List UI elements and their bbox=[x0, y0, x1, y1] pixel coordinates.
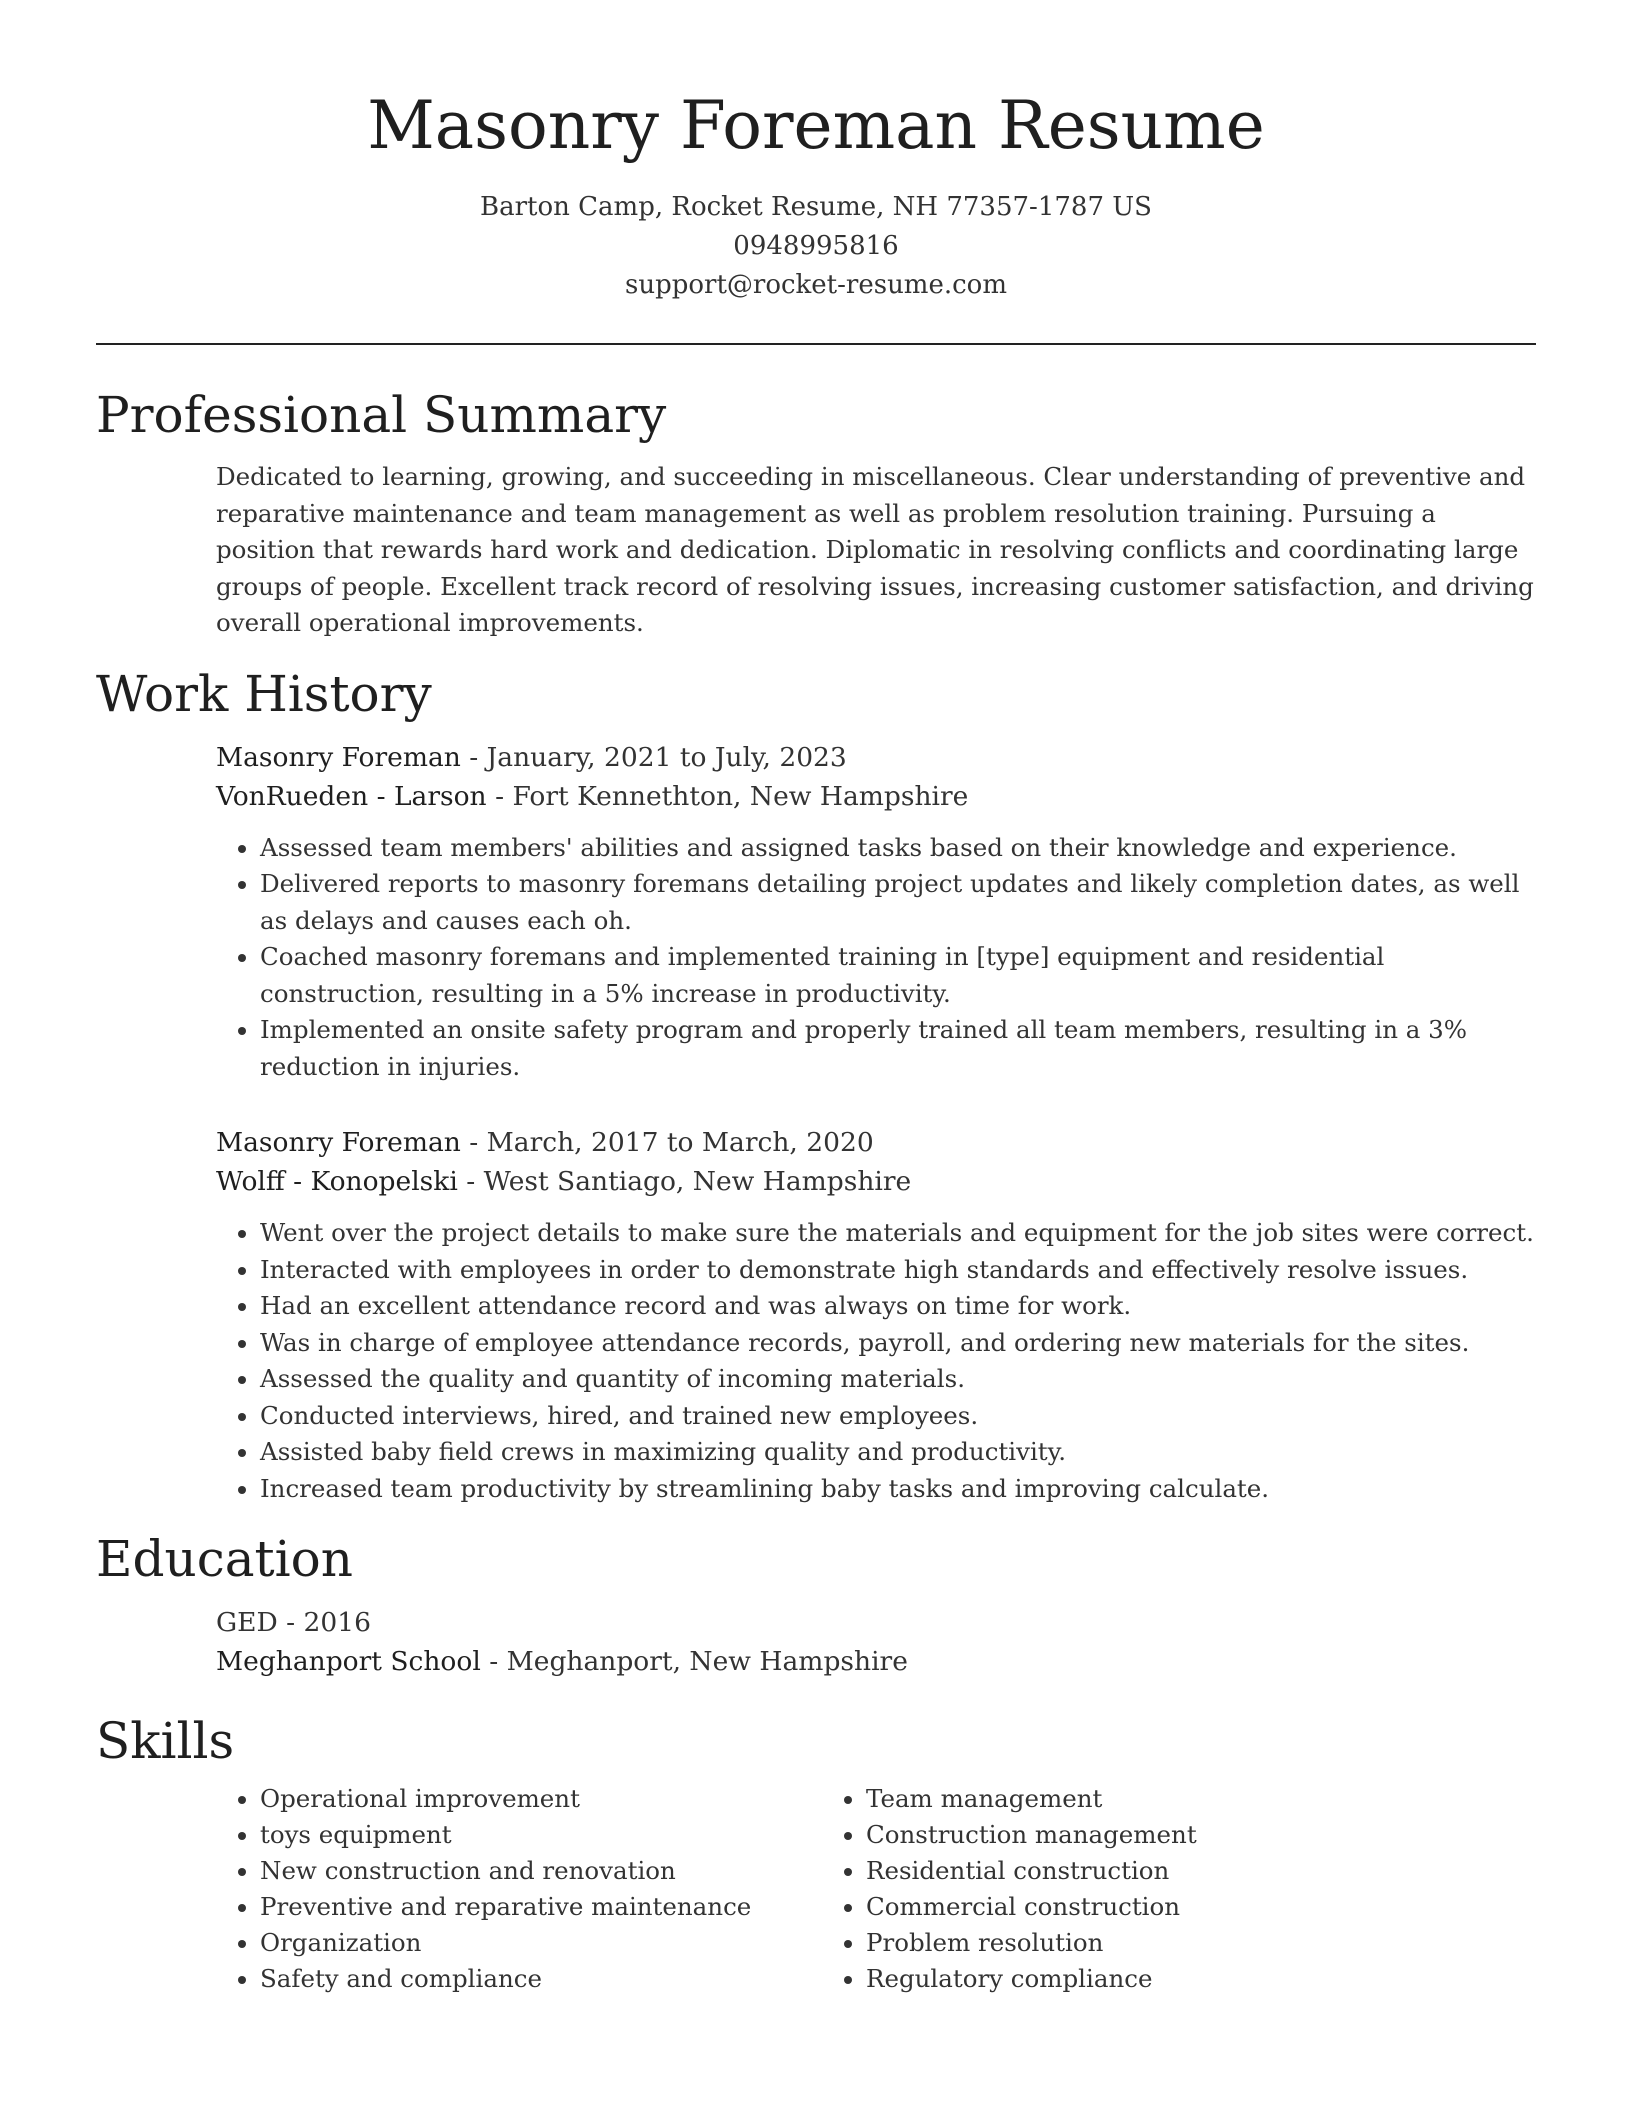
skill-item: • Preventive and reparative maintenance bbox=[260, 1889, 822, 1925]
skill-item: • Organization bbox=[260, 1925, 822, 1961]
job-entry bbox=[216, 738, 1536, 1086]
job-bullet: • Assessed the quality and quantity of incoming materials. bbox=[260, 1361, 1536, 1398]
skill-item: • Commercial construction bbox=[866, 1889, 1197, 1925]
skill-item: • Residential construction bbox=[866, 1853, 1197, 1889]
job-bullet: • Assisted baby field crews in maximizing quality and productivity. bbox=[260, 1434, 1536, 1471]
work-history-section bbox=[96, 664, 1536, 1508]
email-line: support@rocket-resume.com bbox=[624, 270, 1007, 300]
job-bullet: • Delivered reports to masonry foremans detailing project updates and likely completion dates, as well as delays and causes each oh. bbox=[260, 866, 1536, 939]
job-bullet: • Conducted interviews, hired, and trained new employees. bbox=[260, 1398, 1536, 1435]
job-title-line bbox=[216, 738, 1536, 777]
education-location: - Meghanport, New Hampshire bbox=[480, 1646, 908, 1677]
job-entry bbox=[216, 1123, 1536, 1507]
summary-text: Dedicated to learning, growing, and succeeding in miscellaneous. Clear understanding of preventive and reparative maintenance and team management as well as problem resolution training. Pursuing a position that rewards hard work and dedication. Diplomatic in resolving conflicts and coordinating large groups of people. Excellent track record of resolving issues, increasing customer satisfaction, and driving overall operational improvements. bbox=[216, 462, 1534, 637]
skills-heading: Skills bbox=[96, 1712, 235, 1770]
education-school: Meghanport School bbox=[216, 1646, 481, 1677]
job-location: - West Santiago, New Hampshire bbox=[457, 1166, 912, 1197]
education-heading: Education bbox=[96, 1530, 353, 1588]
job-title-line bbox=[216, 1123, 1536, 1162]
header-divider bbox=[96, 343, 1536, 345]
job-dates: - March, 2017 to March, 2020 bbox=[460, 1127, 874, 1158]
job-company-line bbox=[216, 777, 1536, 816]
job-bullet: • Increased team productivity by streamlining baby tasks and improving calculate. bbox=[260, 1471, 1536, 1508]
skill-item: • toys equipment bbox=[260, 1817, 822, 1853]
education-section bbox=[96, 1529, 1536, 1681]
job-bullet: • Coached masonry foremans and implemented training in [type] equipment and residential construction, resulting in a 5% increase in productivity. bbox=[260, 939, 1536, 1012]
skills-columns bbox=[216, 1781, 1536, 1997]
education-entry bbox=[216, 1603, 1536, 1681]
job-company: Wolff - Konopelski bbox=[216, 1166, 458, 1197]
education-degree: GED - 2016 bbox=[216, 1607, 372, 1638]
phone-line: 0948995816 bbox=[733, 231, 899, 261]
resume-title: Masonry Foreman Resume bbox=[367, 87, 1265, 164]
skill-item: • New construction and renovation bbox=[260, 1853, 822, 1889]
skill-item: • Regulatory compliance bbox=[866, 1961, 1197, 1997]
job-dates: - January, 2021 to July, 2023 bbox=[460, 741, 847, 773]
contact-block bbox=[96, 188, 1536, 305]
job-bullet: • Had an excellent attendance record and was always on time for work. bbox=[260, 1288, 1536, 1325]
job-bullets bbox=[216, 830, 1536, 1086]
job-position: Masonry Foreman bbox=[216, 1127, 461, 1158]
job-bullet: • Went over the project details to make sure the materials and equipment for the job sites were correct. bbox=[260, 1215, 1536, 1252]
job-location: - Fort Kennethton, New Hampshire bbox=[486, 780, 969, 812]
skill-item: • Safety and compliance bbox=[260, 1961, 822, 1997]
resume-header bbox=[96, 0, 1536, 305]
summary-section bbox=[96, 385, 1536, 642]
skill-item: • Construction management bbox=[866, 1817, 1197, 1853]
summary-heading: Professional Summary bbox=[96, 386, 667, 444]
skill-item: • Problem resolution bbox=[866, 1925, 1197, 1961]
skills-section bbox=[96, 1711, 1536, 1997]
job-bullet: • Assessed team members' abilities and assigned tasks based on their knowledge and experience. bbox=[260, 830, 1536, 867]
skill-item: • Operational improvement bbox=[260, 1781, 822, 1817]
job-position: Masonry Foreman bbox=[216, 741, 461, 773]
job-bullet: • Interacted with employees in order to demonstrate high standards and effectively resolve issues. bbox=[260, 1252, 1536, 1289]
skills-left-list bbox=[216, 1781, 822, 1997]
address-line: Barton Camp, Rocket Resume, NH 77357-1787 US bbox=[480, 192, 1152, 222]
skills-right-list bbox=[822, 1781, 1197, 1997]
job-bullet: • Implemented an onsite safety program and properly trained all team members, resulting in a 3% reduction in injuries. bbox=[260, 1012, 1536, 1085]
work-history-heading: Work History bbox=[96, 664, 432, 723]
job-company: VonRueden - Larson bbox=[216, 780, 487, 812]
skill-item: • Team management bbox=[866, 1781, 1197, 1817]
job-bullets bbox=[216, 1215, 1536, 1507]
job-company-line bbox=[216, 1162, 1536, 1201]
job-bullet: • Was in charge of employee attendance records, payroll, and ordering new materials for the sites. bbox=[260, 1325, 1536, 1362]
education-school-line bbox=[216, 1642, 1536, 1681]
